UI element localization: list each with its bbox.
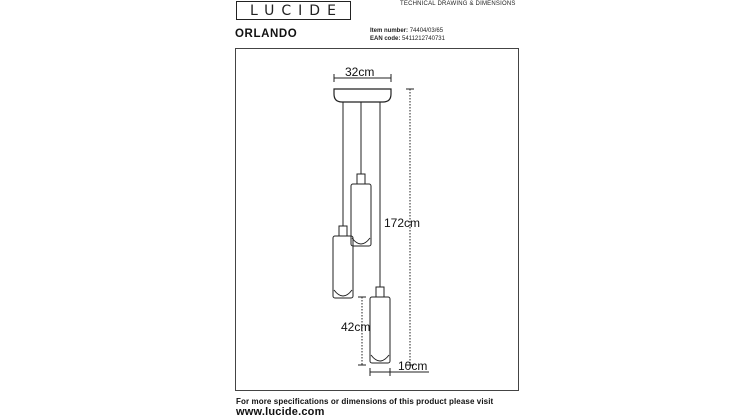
total-height-label: 172cm	[384, 216, 421, 230]
socket-right	[376, 287, 384, 297]
shade-height-label: 42cm	[341, 320, 371, 334]
ceiling-canopy	[334, 89, 391, 102]
product-name: ORLANDO	[235, 28, 298, 40]
socket-left	[339, 226, 347, 236]
item-number-label: Item number:	[370, 28, 409, 34]
glass-shade-right	[370, 297, 390, 363]
socket-middle	[357, 174, 365, 184]
logo-text: LUCIDE	[250, 2, 343, 19]
footer-website-link[interactable]: www.lucide.com	[236, 406, 325, 418]
glass-shade-left	[333, 236, 353, 298]
shade-bottom-left	[334, 290, 352, 296]
item-number-value: 74404/03/65	[409, 28, 444, 34]
glass-shade-middle	[351, 184, 371, 246]
shade-bottom-middle	[352, 238, 370, 244]
document-type: TECHNICAL DRAWING & DIMENSIONS	[400, 1, 516, 7]
shade-width-label: 10cm	[398, 359, 428, 373]
ean-label: EAN code:	[370, 36, 401, 42]
ean-value: 5411212740731	[402, 36, 445, 42]
shade-bottom-right	[371, 355, 389, 361]
canopy-width-label: 32cm	[345, 65, 375, 79]
footer-specs-text: For more specifications or dimensions of this product please visit	[236, 397, 494, 406]
